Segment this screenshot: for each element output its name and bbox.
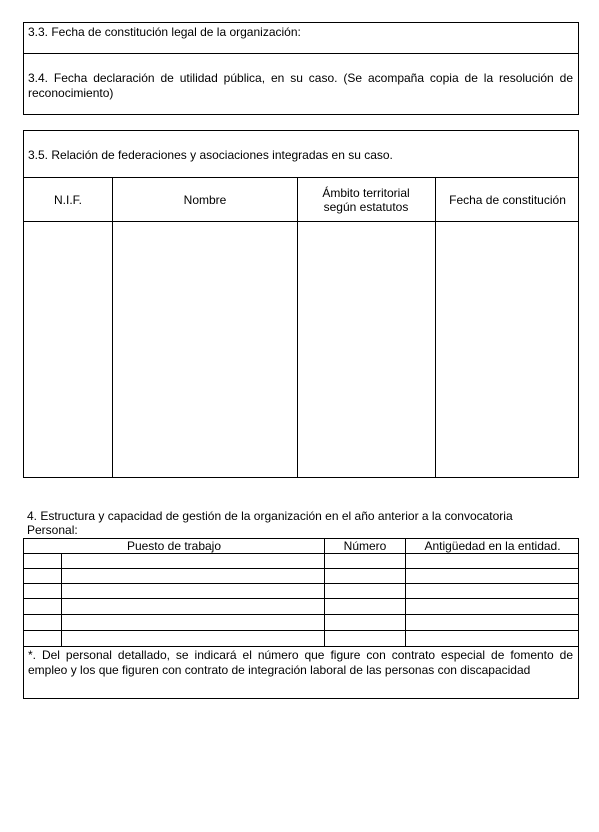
- section-4-personal-label: Personal:: [27, 523, 78, 537]
- section-4-title: 4. Estructura y capacidad de gestión de la organización en el año anterior a la convocatoria: [27, 509, 513, 523]
- column-header-antiguedad: Antigüedad en la entidad.: [424, 538, 561, 553]
- personnel-empty-rows[interactable]: [24, 554, 578, 645]
- column-header-ambito: Ámbito territorial según estatutos: [322, 185, 410, 214]
- column-header-nombre: Nombre: [183, 192, 227, 207]
- public-utility-declaration-label: 3.4. Fecha declaración de utilidad pública, en su caso. (Se acompaña copia de la resolución de reconocimiento): [28, 71, 573, 100]
- column-header-nif: N.I.F.: [53, 192, 82, 207]
- personnel-footnote: *. Del personal detallado, se indicará el número que figure con contrato especial de fomento de empleo y los que figuren con contrato de integración laboral de las personas con discapacidad: [28, 648, 573, 677]
- column-header-puesto: Puesto de trabajo: [126, 538, 222, 553]
- federations-empty-body[interactable]: [24, 222, 578, 477]
- federations-table-title: 3.5. Relación de federaciones y asociaciones integradas en su caso.: [28, 148, 393, 162]
- column-header-fecha-constitucion: Fecha de constitución: [449, 192, 566, 207]
- legal-constitution-date-label: 3.3. Fecha de constitución legal de la organización:: [28, 25, 301, 39]
- personnel-note-line: [23, 646, 579, 647]
- column-header-numero: Número: [343, 538, 387, 553]
- divider-3-3: [23, 53, 579, 54]
